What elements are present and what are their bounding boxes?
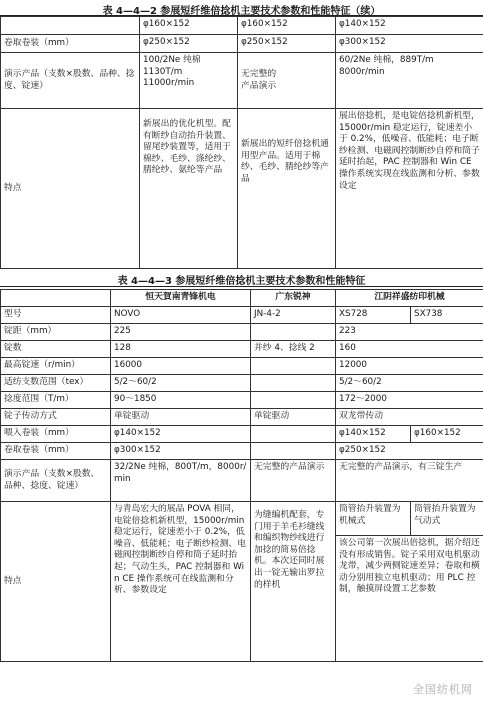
t2-mfr-1: 恒天賀南青锋机电 [111, 290, 251, 307]
t2-twist-c2 [251, 392, 336, 409]
table1-caption: 表 4—4—2 参展短纤维倍捻机主要技术参数和性能特征（续） [102, 6, 381, 17]
table2-caption: 表 4—4—3 参展短纤维倍捻机主要技术参数和性能特征 [117, 276, 366, 287]
t2-features-c3: 该公司第一次展出倍捻机，据介绍还没有形成销售。锭子采用双电机驱动龙带，减少两侧锭速差异；卷取和横动分别用独立电机驱动；用 PLC 控制，触摸屏设置工艺参数 [336, 536, 483, 662]
t2-demo-c2: 无完整的产品演示 [251, 460, 336, 502]
t2-model-c1: NOVO [111, 307, 251, 324]
t1-demo-c2: 无完整的 产品演示 [238, 53, 336, 109]
t2-feed-c3a: φ140×152 [336, 426, 411, 443]
t2-winding-c1: φ300×152 [111, 443, 251, 460]
t2-winding-label: 卷取卷装（mm） [1, 443, 111, 460]
t2-features-label: 特点 [1, 502, 111, 662]
t2-spindles-label: 锭数 [1, 341, 111, 358]
t1-winding-c3: φ300×152 [336, 35, 483, 53]
t2-features-c3b: 筒管抬升装置为气动式 [411, 502, 483, 536]
t1-demo-label: 演示产品（支数×股数、品种、捻度、锭速） [1, 53, 140, 109]
t2-speed-label: 最高锭速（r/min） [1, 358, 111, 375]
t2-twist-c1: 90～1850 [111, 392, 251, 409]
t2-demo-label: 演示产品（支数×股数、品种、捻度、锭速） [1, 460, 111, 502]
t2-drive-c1: 单锭驱动 [111, 409, 251, 426]
t2-winding-c3: φ250×152 [336, 443, 483, 460]
t2-feed-c3b: φ160×152 [411, 426, 483, 443]
t1-spindle-c3: φ140×152 [336, 17, 483, 35]
t1-winding-c1: φ250×152 [140, 35, 238, 53]
t2-drive-c3: 双龙带传动 [336, 409, 483, 426]
t2-spindles-c1: 128 [111, 341, 251, 358]
t2-count-c3: 5/2～60/2 [336, 375, 483, 392]
t1-spindle-c1: φ160×152 [140, 17, 238, 35]
t2-twist-c3: 172～2000 [336, 392, 483, 409]
t1-demo-c1: 100/2Ne 纯棉 1130T/m 11000r/min [140, 53, 238, 109]
t2-drive-label: 锭子传动方式 [1, 409, 111, 426]
t2-twist-label: 捻度范围（T/m） [1, 392, 111, 409]
t2-feed-label: 喂入卷装（mm） [1, 426, 111, 443]
t2-speed-c2 [251, 358, 336, 375]
t2-model-c3a: XS728 [336, 307, 411, 324]
t2-mfr-3: 江阴祥盛纺印机械 [336, 290, 483, 307]
t1-features-c3: 展出倍捻机，是电锭倍捻机新机型，15000r/min 稳定运行，锭速差小于 0.2%，低噪音、低能耗；电子断纱检测、电磁阀控制断纱自停和筒子延时抬起，PAC 控制器和 Win CE 操作系统实现在线监测和分析、参数设定 [336, 109, 483, 269]
t2-feed-c2 [251, 426, 336, 443]
t1-spindle-c2: φ160×152 [238, 17, 336, 35]
t2-winding-c2 [251, 443, 336, 460]
t1-features-label: 特点 [1, 109, 140, 269]
t2-speed-c3: 12000 [336, 358, 483, 375]
table2 [0, 289, 483, 662]
t2-gauge-label: 锭距（mm） [1, 324, 111, 341]
t1-winding-c2: φ250×152 [238, 35, 336, 53]
t2-demo-c3: 无完整的产品演示，有三锭生产 [336, 460, 483, 502]
t2-drive-c2: 单锭驱动 [251, 409, 336, 426]
t2-demo-c1: 32/2Ne 纯棉，800T/m，8000r/min [111, 460, 251, 502]
t2-count-c1: 5/2～60/2 [111, 375, 251, 392]
table1 [0, 16, 483, 269]
t2-model-c3b: SX738 [411, 307, 483, 324]
t2-features-c3a: 筒管抬升装置为机械式 [336, 502, 411, 536]
t2-count-c2 [251, 375, 336, 392]
t2-features-c1: 与青岛宏大的展品 POVA 相同，电锭倍捻机新机型，15000r/min 稳定运行，锭速差小于 0.2%，低噪音、低能耗；电子断纱检测、电磁阀控制断纱自停和筒子延时抬起；气动生头，PAC 控制器和 Win CE 操作系统可在线监测和分析、参数设定 [111, 502, 251, 662]
t2-count-label: 适纺支数范围（tex） [1, 375, 111, 392]
t1-features-c2: 新展出的短纤倍捻机通用型产品。适用于棉纱、毛纱、腈纶纱等产品 [238, 109, 336, 269]
watermark: 全国纺机网 [413, 683, 473, 696]
t2-gauge-c1: 225 [111, 324, 251, 341]
t2-features-c2: 为缝编机配套，专门用于羊毛衫缝线和编织物纱线进行加捻的简易倍捻机。本次还同时展出一锭无输出罗拉的样机 [251, 502, 336, 662]
t2-mfr-2: 广东锐神 [251, 290, 336, 307]
t2-gauge-c2 [251, 324, 336, 341]
t2-model-c2: JN-4-2 [251, 307, 336, 324]
t2-spindles-c2: 并纱 4、捻线 2 [251, 341, 336, 358]
t1-features-c1: 新展出的优化机型。配有断纱自动抬升装置、留尾纱装置等，适用于棉纱、毛纱、涤纶纱、腈纶纱、氨纶等产品 [140, 109, 238, 269]
t2-speed-c1: 16000 [111, 358, 251, 375]
t2-feed-c1: φ140×152 [111, 426, 251, 443]
t1-demo-c3: 60/2Ne 纯棉，889T/m 8000r/min [336, 53, 483, 109]
t2-spindles-c3: 160 [336, 341, 483, 358]
t1-winding-label: 卷取卷装（mm） [1, 35, 140, 53]
t2-model-label: 型号 [1, 307, 111, 324]
t2-gauge-c3: 223 [336, 324, 483, 341]
